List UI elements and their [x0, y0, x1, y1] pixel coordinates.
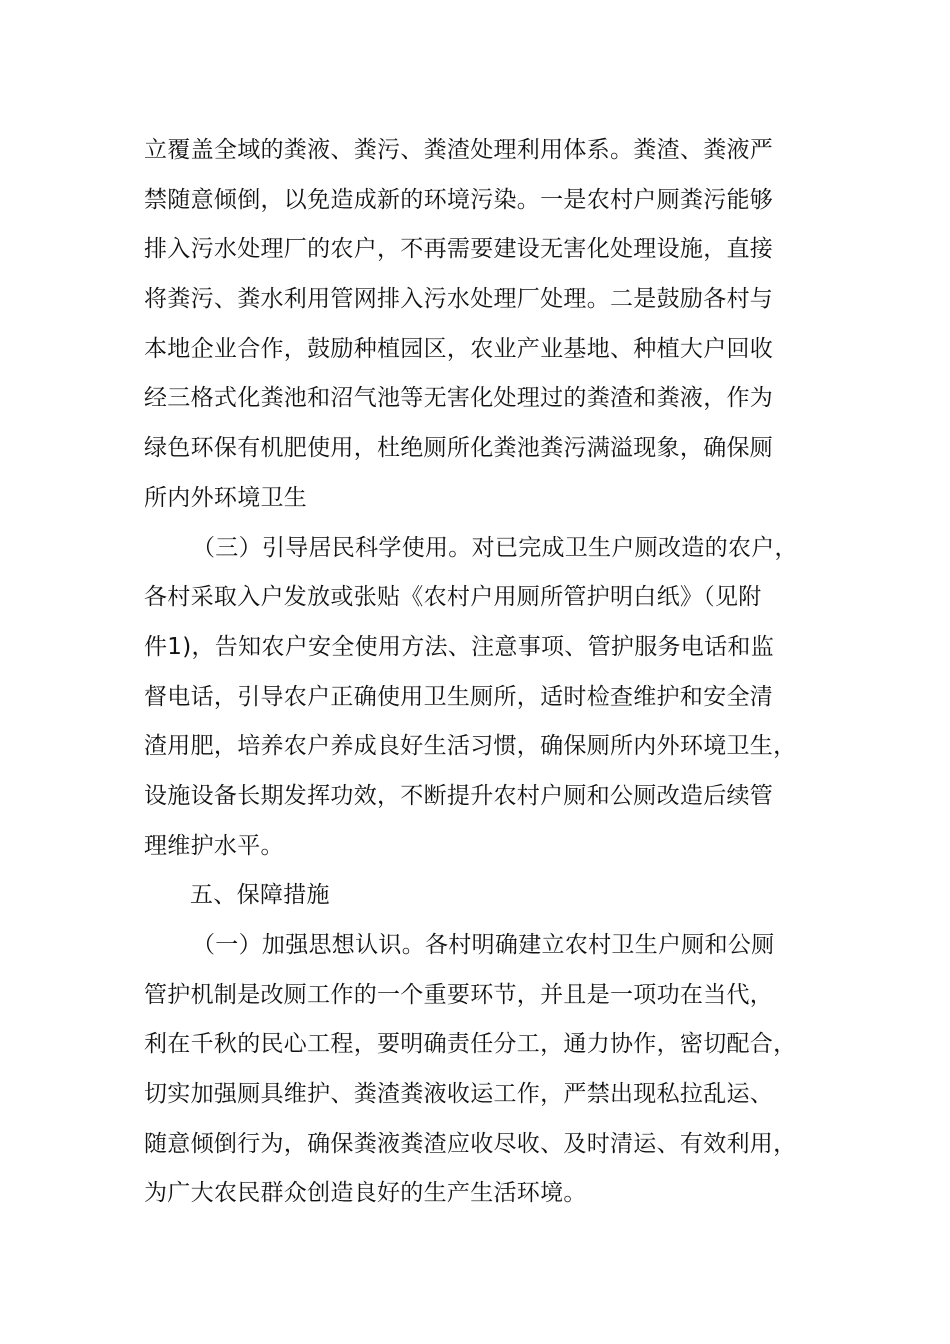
document-body — [144, 126, 812, 1219]
paragraph-line: 渣用肥，培养农户养成良好生活习惯，确保厕所内外环境卫生， — [144, 733, 797, 760]
paragraph-line: 将粪污、粪水利用管网排入污水处理厂处理。二是鼓励各村与 — [144, 286, 774, 313]
paragraph-line: 排入污水处理厂的农户，不再需要建设无害化处理设施，直接 — [144, 236, 774, 263]
paragraph-line: 理维护水平。 — [144, 832, 284, 859]
paragraph-line: 为广大农民群众创造良好的生产生活环境。 — [144, 1180, 587, 1207]
paragraph-line: 各村采取入户发放或张贴《农村户用厕所管护明白纸》（见附 — [144, 584, 762, 611]
paragraph-line: 随意倾倒行为，确保粪液粪渣应收尽收、及时清运、有效利用， — [144, 1130, 797, 1157]
paragraph-line: （一）加强思想认识。各村明确建立农村卫生户厕和公厕 — [192, 932, 775, 958]
paragraph-line: 切实加强厕具维护、粪渣粪液收运工作，严禁出现私拉乱运、 — [144, 1081, 774, 1108]
paragraph-line: 立覆盖全域的粪液、粪污、粪渣处理利用体系。粪渣、粪液严 — [144, 137, 774, 163]
paragraph-line: （三）引导居民科学使用。对已完成卫生户厕改造的农户， — [192, 534, 798, 561]
paragraph-line: 所内外环境卫生 — [144, 484, 308, 511]
paragraph-line: 利在千秋的民心工程，要明确责任分工，通力协作，密切配合， — [144, 1031, 797, 1058]
paragraph-line: 禁随意倾倒，以免造成新的环境污染。一是农村户厕粪污能够 — [144, 186, 774, 213]
paragraph-line: 督电话，引导农户正确使用卫生厕所，适时检查维护和安全清 — [144, 683, 774, 710]
paragraph-line: 绿色环保有机肥使用，杜绝厕所化粪池粪污满溢现象，确保厕 — [144, 435, 774, 462]
paragraph-line: 件1)，告知农户安全使用方法、注意事项、管护服务电话和监 — [144, 633, 775, 660]
paragraph-line: 管护机制是改厕工作的一个重要环节，并且是一项功在当代， — [144, 981, 774, 1008]
paragraph-line: 本地企业合作，鼓励种植园区，农业产业基地、种植大户回收 — [144, 335, 774, 362]
paragraph-line: 经三格式化粪池和沼气池等无害化处理过的粪渣和粪液，作为 — [144, 385, 774, 412]
section-heading: 五、保障措施 — [190, 882, 330, 909]
paragraph-line: 设施设备长期发挥功效，不断提升农村户厕和公厕改造后续管 — [144, 782, 774, 809]
